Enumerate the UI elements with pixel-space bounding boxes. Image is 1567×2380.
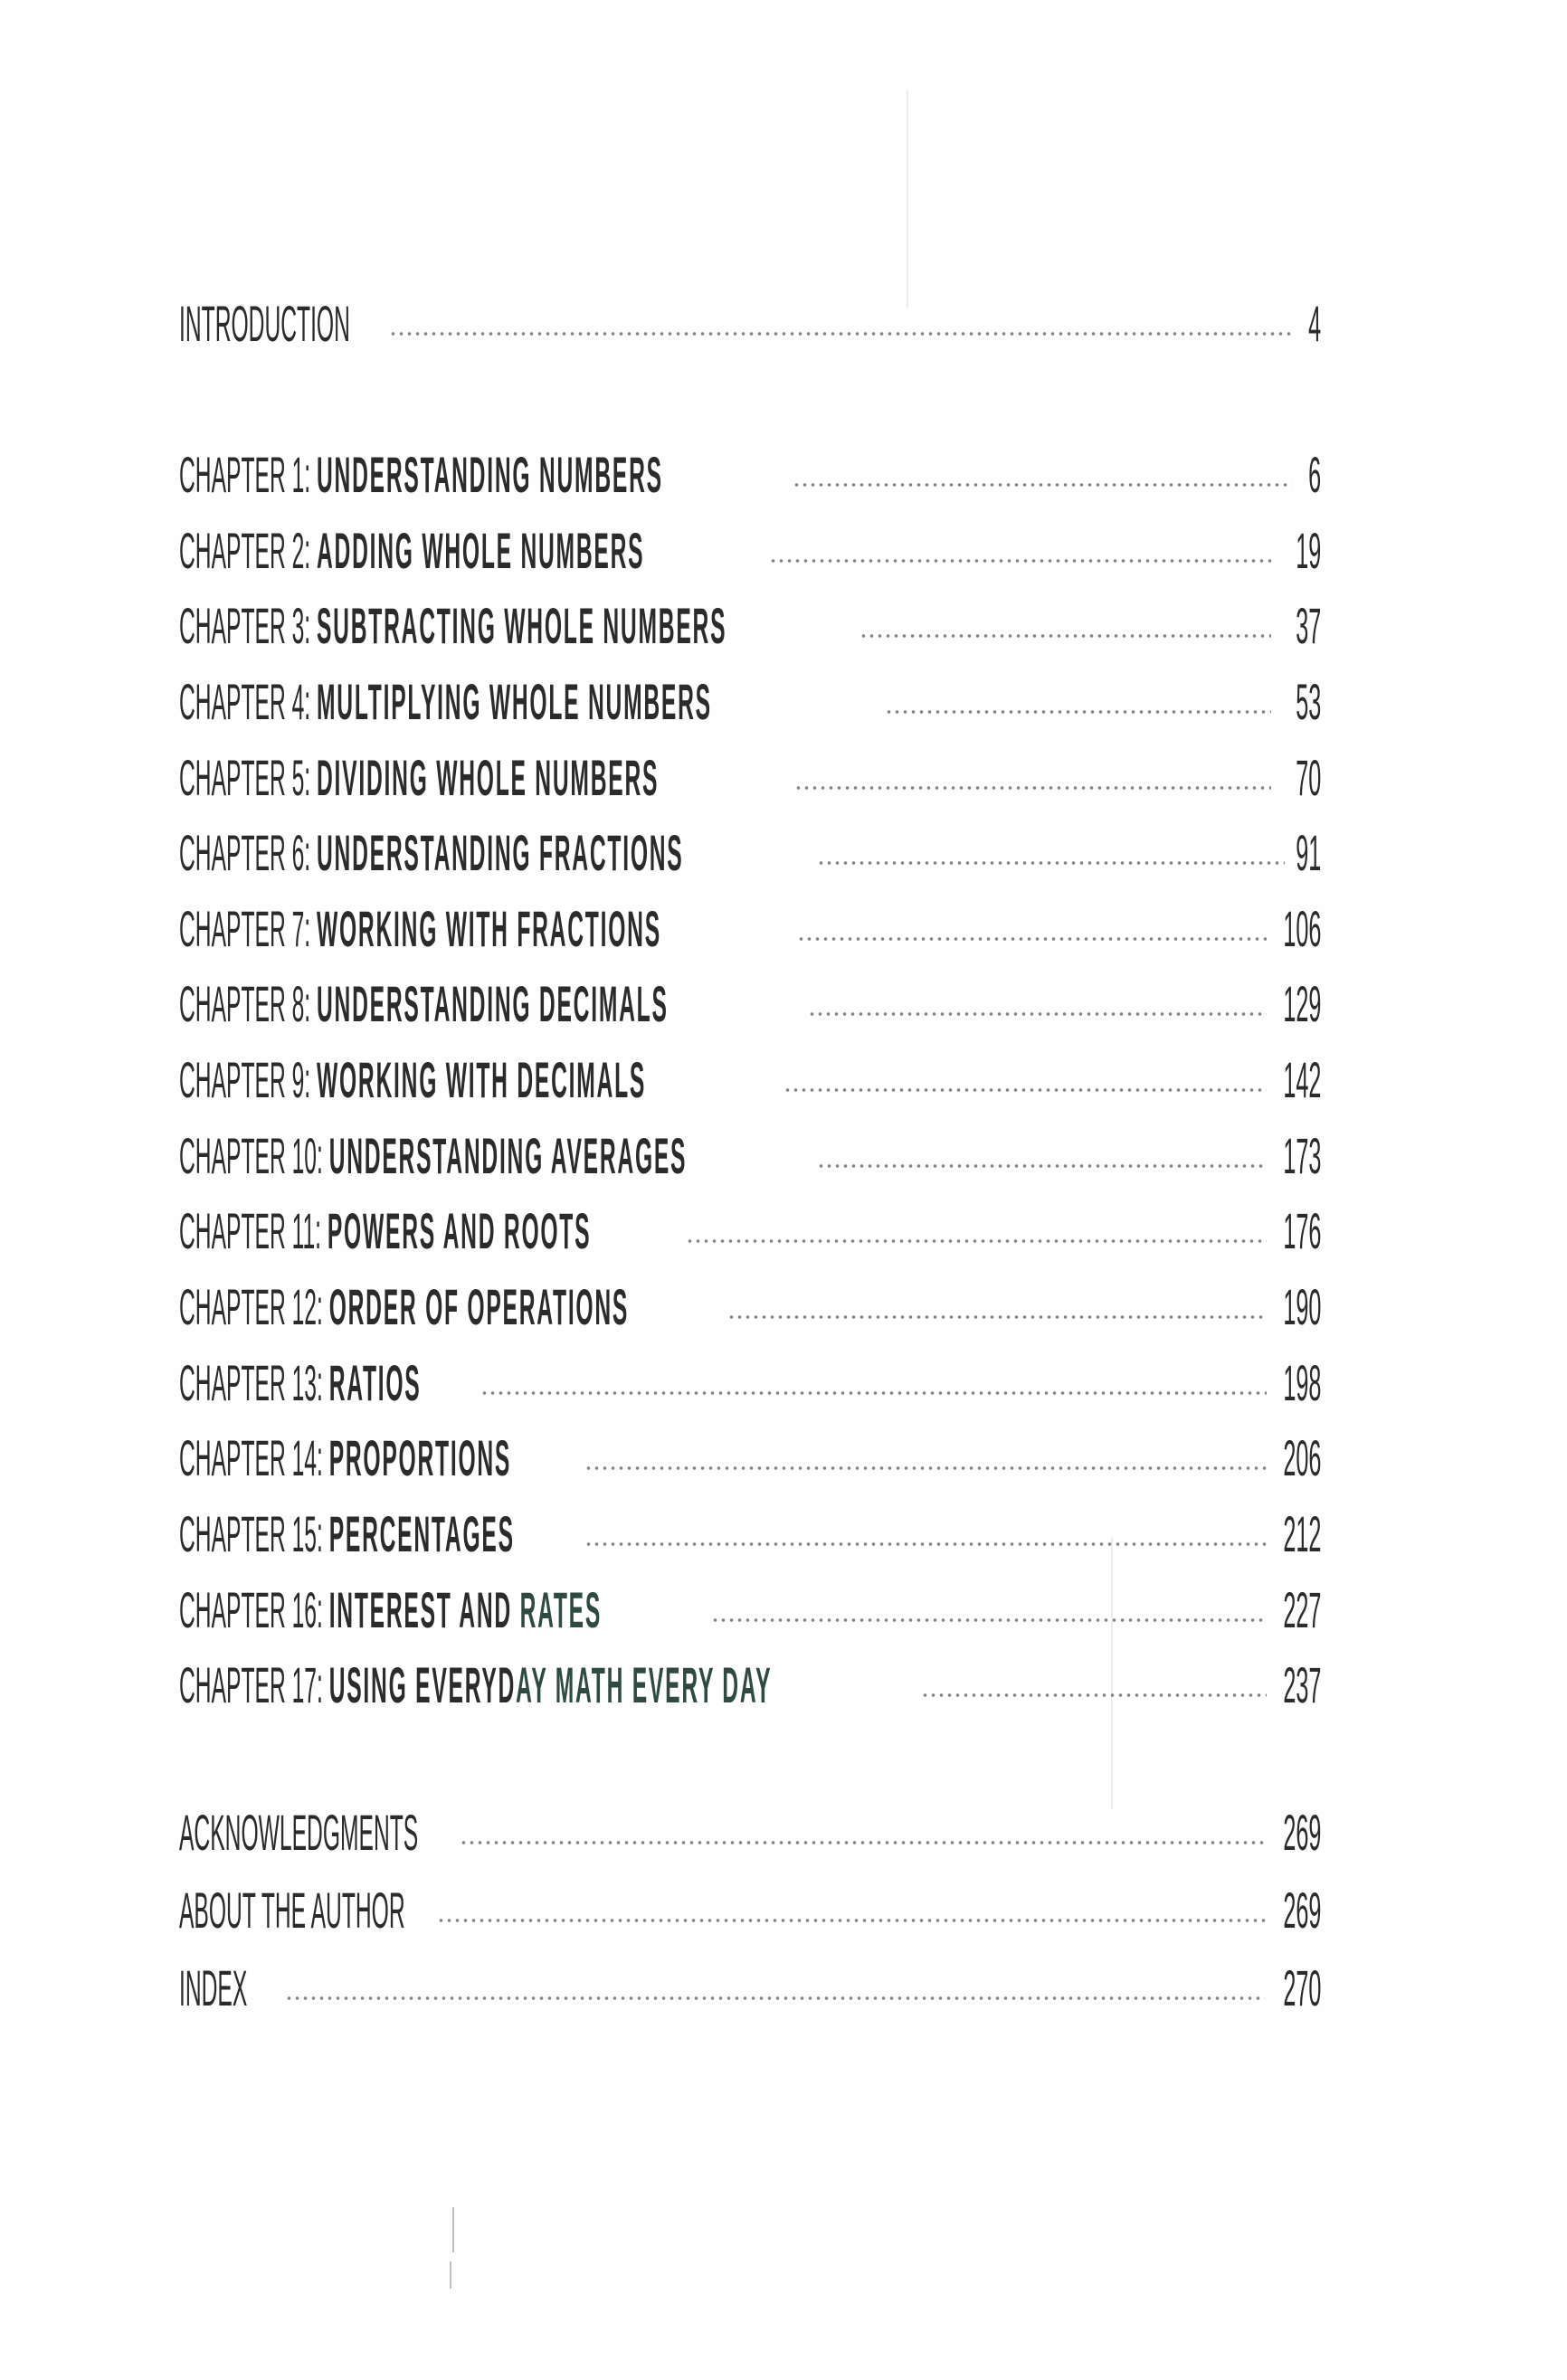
chapter-number: CHAPTER 1:: [179, 446, 311, 503]
toc-entry-chapter-10[interactable]: [179, 1127, 1321, 1184]
chapter-number: CHAPTER 17:: [179, 1656, 323, 1713]
dot-leader: [817, 1163, 1267, 1169]
chapter-title-part: INTEREST AND: [328, 1581, 512, 1638]
page-number: 19: [1295, 522, 1321, 579]
toc-entry-label: [179, 1882, 405, 1939]
toc-entry-label: [179, 1127, 688, 1184]
toc-entry-chapter-15[interactable]: [179, 1505, 1321, 1562]
toc-entry-label: [179, 975, 669, 1032]
dot-leader: [769, 558, 1276, 564]
toc-entry-label: [179, 1656, 773, 1713]
page-number: 142: [1282, 1051, 1321, 1108]
page-number: 269: [1282, 1882, 1321, 1939]
page-number: 176: [1282, 1202, 1321, 1259]
dot-leader: [460, 1840, 1267, 1845]
page-number: 173: [1282, 1127, 1321, 1184]
toc-entry-chapter-16[interactable]: [179, 1581, 1321, 1638]
toc-entry-chapter-12[interactable]: [179, 1278, 1321, 1335]
toc-entry-introduction[interactable]: [179, 295, 1321, 352]
chapter-number: CHAPTER 15:: [179, 1505, 323, 1562]
chapter-title: ORDER OF OPERATIONS: [328, 1278, 630, 1335]
toc-entry-chapter-6[interactable]: [179, 824, 1321, 881]
chapter-title-part: AY MATH EVERY DAY: [516, 1656, 773, 1713]
dot-leader: [797, 936, 1267, 942]
toc-entry-label: [179, 597, 727, 654]
page-number: 206: [1282, 1429, 1321, 1486]
scan-artifact: [450, 2261, 451, 2289]
dot-leader: [885, 709, 1271, 715]
toc-entry-index[interactable]: [179, 1959, 1321, 2016]
page-number: 190: [1282, 1278, 1321, 1335]
chapter-number: CHAPTER 13:: [179, 1354, 323, 1411]
toc-entry-chapter-11[interactable]: [179, 1202, 1321, 1259]
dot-leader: [727, 1314, 1267, 1320]
page-number: 129: [1282, 975, 1321, 1032]
dot-leader: [921, 1693, 1267, 1698]
chapter-title: PERCENTAGES: [328, 1505, 515, 1562]
toc-entry-chapter-17[interactable]: [179, 1656, 1321, 1713]
chapter-number: CHAPTER 3:: [179, 597, 311, 654]
toc-entry-chapter-7[interactable]: [179, 900, 1321, 957]
toc-entry-chapter-14[interactable]: [179, 1429, 1321, 1486]
chapter-number: CHAPTER 16:: [179, 1581, 323, 1638]
dot-leader: [584, 1465, 1267, 1471]
chapter-title: WORKING WITH DECIMALS: [316, 1051, 647, 1108]
chapter-title: UNDERSTANDING AVERAGES: [328, 1127, 688, 1184]
page-number: 270: [1282, 1959, 1321, 2016]
toc-entry-label: [179, 1429, 512, 1486]
chapter-title: RATIOS: [328, 1354, 422, 1411]
toc-entry-label: [179, 1354, 422, 1411]
toc-entry-label: [179, 1581, 603, 1638]
toc-entry-chapter-9[interactable]: [179, 1051, 1321, 1108]
page-number: 269: [1282, 1804, 1321, 1861]
toc-entry-label: [179, 673, 712, 730]
chapter-number: CHAPTER 10:: [179, 1127, 323, 1184]
chapter-number: CHAPTER 12:: [179, 1278, 323, 1335]
toc-entry-chapter-5[interactable]: [179, 749, 1321, 806]
dot-leader: [859, 633, 1271, 639]
dot-leader: [808, 1011, 1267, 1017]
page-number: 37: [1295, 597, 1321, 654]
dot-leader: [584, 1541, 1267, 1547]
chapter-title: POWERS AND ROOTS: [327, 1202, 592, 1259]
chapter-number: CHAPTER 7:: [179, 900, 311, 957]
dot-leader: [793, 482, 1292, 488]
chapter-number: CHAPTER 6:: [179, 824, 311, 881]
toc-entry-label: [179, 749, 660, 806]
page-number: 53: [1295, 673, 1321, 730]
toc-entry-label: [179, 522, 645, 579]
chapter-title-part: RATES: [511, 1581, 603, 1638]
chapter-number: CHAPTER 4:: [179, 673, 311, 730]
toc-entry-label: [179, 1804, 419, 1861]
dot-leader: [437, 1918, 1267, 1923]
toc-entry-label: [179, 1505, 515, 1562]
page-number: 198: [1282, 1354, 1321, 1411]
chapter-number: CHAPTER 5:: [179, 749, 311, 806]
dot-leader: [389, 331, 1294, 337]
scan-artifact: [452, 2207, 454, 2252]
chapter-number: CHAPTER 14:: [179, 1429, 323, 1486]
toc-entry-chapter-4[interactable]: [179, 673, 1321, 730]
dot-leader: [686, 1238, 1267, 1244]
chapter-title: UNDERSTANDING DECIMALS: [316, 975, 669, 1032]
chapter-number: CHAPTER 2:: [179, 522, 311, 579]
toc-entry-label: [179, 1959, 248, 2016]
toc-entry-chapter-8[interactable]: [179, 975, 1321, 1032]
page-number: 227: [1282, 1581, 1321, 1638]
page-number: 106: [1282, 900, 1321, 957]
dot-leader: [285, 1996, 1265, 2001]
toc-entry-chapter-13[interactable]: [179, 1354, 1321, 1411]
page-number: 6: [1307, 446, 1321, 503]
page-number: 212: [1282, 1505, 1321, 1562]
chapter-title: SUBTRACTING WHOLE NUMBERS: [316, 597, 727, 654]
toc-entry-label: [179, 295, 350, 352]
entry-label-text: ACKNOWLEDGMENTS: [179, 1804, 419, 1861]
chapter-title: MULTIPLYING WHOLE NUMBERS: [316, 673, 712, 730]
toc-entry-label: [179, 446, 663, 503]
toc-entry-label: [179, 1051, 647, 1108]
toc-entry-chapter-2[interactable]: [179, 522, 1321, 579]
toc-entry-label: [179, 824, 684, 881]
chapter-number: CHAPTER 9:: [179, 1051, 311, 1108]
page-number: 70: [1295, 749, 1321, 806]
chapter-title: UNDERSTANDING NUMBERS: [316, 446, 663, 503]
entry-label-text: INDEX: [179, 1959, 248, 2016]
scan-artifact: [907, 90, 908, 308]
entry-label-text: ABOUT THE AUTHOR: [179, 1882, 405, 1939]
dot-leader: [784, 1087, 1267, 1093]
page-number: 237: [1282, 1656, 1321, 1713]
chapter-title-part: USING EVERYD: [328, 1656, 517, 1713]
dot-leader: [794, 785, 1271, 791]
dot-leader: [480, 1390, 1267, 1396]
toc-entry-label: [179, 1278, 630, 1335]
toc-entry-label: [179, 1202, 592, 1259]
dot-leader: [711, 1617, 1267, 1623]
chapter-title: PROPORTIONS: [328, 1429, 512, 1486]
chapter-title: [329, 1656, 773, 1713]
entry-label-text: INTRODUCTION: [179, 295, 350, 352]
chapter-number: CHAPTER 8:: [179, 975, 311, 1032]
toc-entry-about-the-author[interactable]: [179, 1882, 1321, 1939]
chapter-title: [329, 1581, 602, 1638]
chapter-title: UNDERSTANDING FRACTIONS: [316, 824, 684, 881]
page-number: 91: [1295, 824, 1321, 881]
chapter-title: WORKING WITH FRACTIONS: [316, 900, 661, 957]
page-number: 4: [1307, 295, 1321, 352]
toc-entry-label: [179, 900, 661, 957]
chapter-number: CHAPTER 11:: [179, 1202, 322, 1259]
chapter-title: DIVIDING WHOLE NUMBERS: [316, 749, 660, 806]
dot-leader: [817, 860, 1285, 866]
chapter-title: ADDING WHOLE NUMBERS: [316, 522, 645, 579]
toc-entry-acknowledgments[interactable]: [179, 1804, 1321, 1861]
toc-entry-chapter-3[interactable]: [179, 597, 1321, 654]
toc-entry-chapter-1[interactable]: [179, 446, 1321, 503]
